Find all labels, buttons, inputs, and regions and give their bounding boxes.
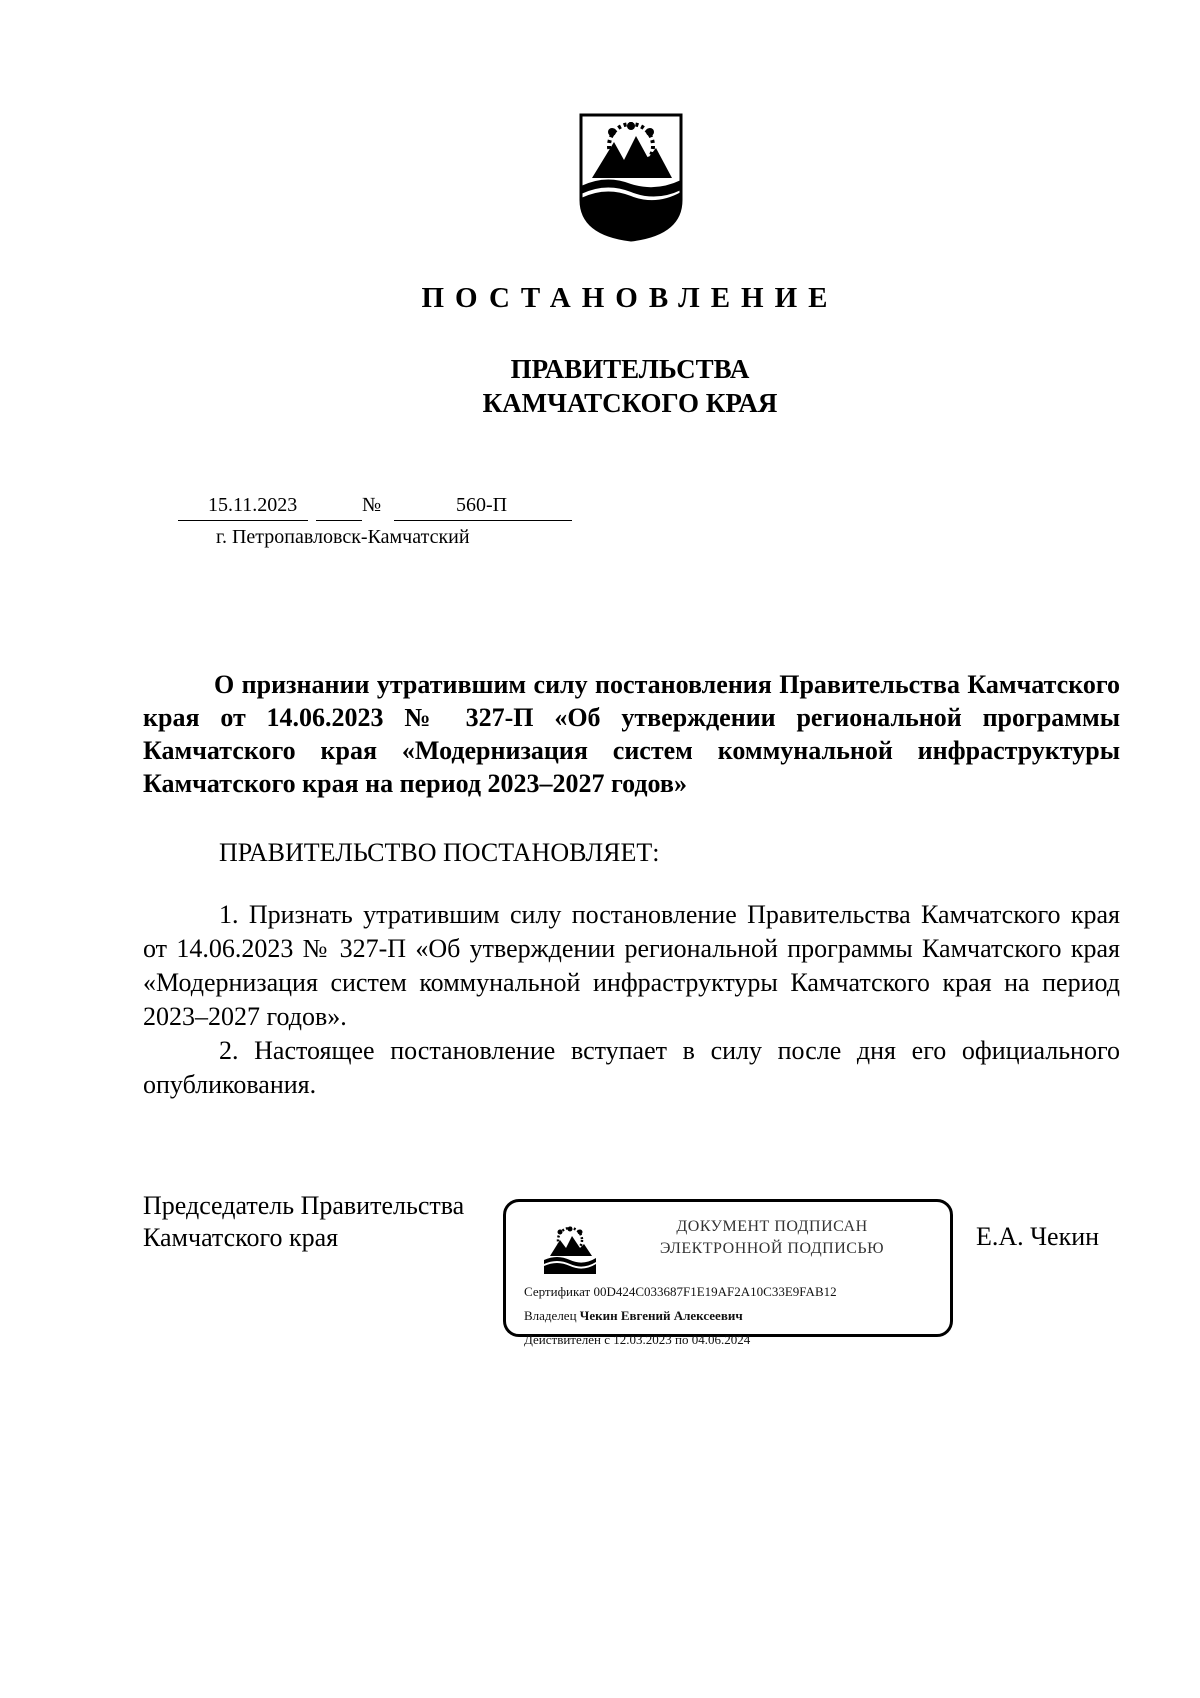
stamp-title-line-1: ДОКУМЕНТ ПОДПИСАН xyxy=(676,1218,868,1235)
number-sign: № xyxy=(362,494,382,516)
date-underline xyxy=(178,520,308,521)
stamp-owner-row xyxy=(524,1308,743,1324)
stamp-title xyxy=(622,1216,922,1260)
certificate-value: 00D424C033687F1E19AF2A10C33E9FAB12 xyxy=(593,1284,837,1299)
number-underline xyxy=(394,520,572,521)
stamp-certificate-row xyxy=(524,1284,837,1300)
signer-name: Е.А. Чекин xyxy=(976,1222,1100,1251)
stamp-title-line-2: ЭЛЕКТРОННОЙ ПОДПИСЬЮ xyxy=(659,1240,885,1257)
signer-position xyxy=(143,1190,464,1254)
certificate-label: Сертификат xyxy=(524,1284,591,1299)
valid-to: 04.06.2024 xyxy=(691,1332,751,1347)
signer-position-line-1: Председатель Правительства xyxy=(143,1191,465,1220)
coat-of-arms-emblem xyxy=(578,112,684,242)
owner-label: Владелец xyxy=(524,1308,577,1323)
decree-statement: ПРАВИТЕЛЬСТВО ПОСТАНОВЛЯЕТ: xyxy=(219,838,660,867)
owner-value: Чекин Евгений Алексеевич xyxy=(579,1308,743,1323)
document-type-heading: ПОСТАНОВЛЕНИЕ xyxy=(421,282,839,314)
stamp-validity-row xyxy=(524,1332,750,1348)
valid-to-label: по xyxy=(675,1332,689,1347)
valid-label: Действителен с xyxy=(524,1332,610,1347)
document-date: 15.11.2023 xyxy=(208,494,298,516)
document-subject: О признании утратившим силу постановления Правительства Камчатского края от 14.06.2023 № 327-П «Об утверждении региональной программы Камчатского края «Модернизация систем коммунальной инфраструктуры Камчатского края на период 2023–2027 годов» xyxy=(143,670,1120,798)
paragraph-1: 1. Признать утратившим силу постановление Правительства Камчатского края от 14.06.2023 № 327-П «Об утверждении региональной программы Камчатского края «Модернизация систем коммунальной инфраструктуры Камчатского края на период 2023–2027 годов». xyxy=(143,900,1120,1031)
document-number: 560-П xyxy=(456,494,508,516)
document-body xyxy=(143,898,1120,1102)
organization-line-2: КАМЧАТСКОГО КРАЯ xyxy=(482,388,778,418)
organization-line-1: ПРАВИТЕЛЬСТВА xyxy=(510,354,750,384)
valid-from: 12.03.2023 xyxy=(613,1332,672,1347)
signer-position-line-2: Камчатского края xyxy=(143,1223,339,1252)
document-city: г. Петропавловск-Камчатский xyxy=(216,526,470,548)
electronic-signature-stamp xyxy=(503,1199,953,1347)
stamp-coat-of-arms-icon xyxy=(542,1226,598,1276)
date-underline-tail xyxy=(316,520,362,521)
paragraph-2: 2. Настоящее постановление вступает в силу после дня его официального опубликования. xyxy=(143,1036,1120,1099)
